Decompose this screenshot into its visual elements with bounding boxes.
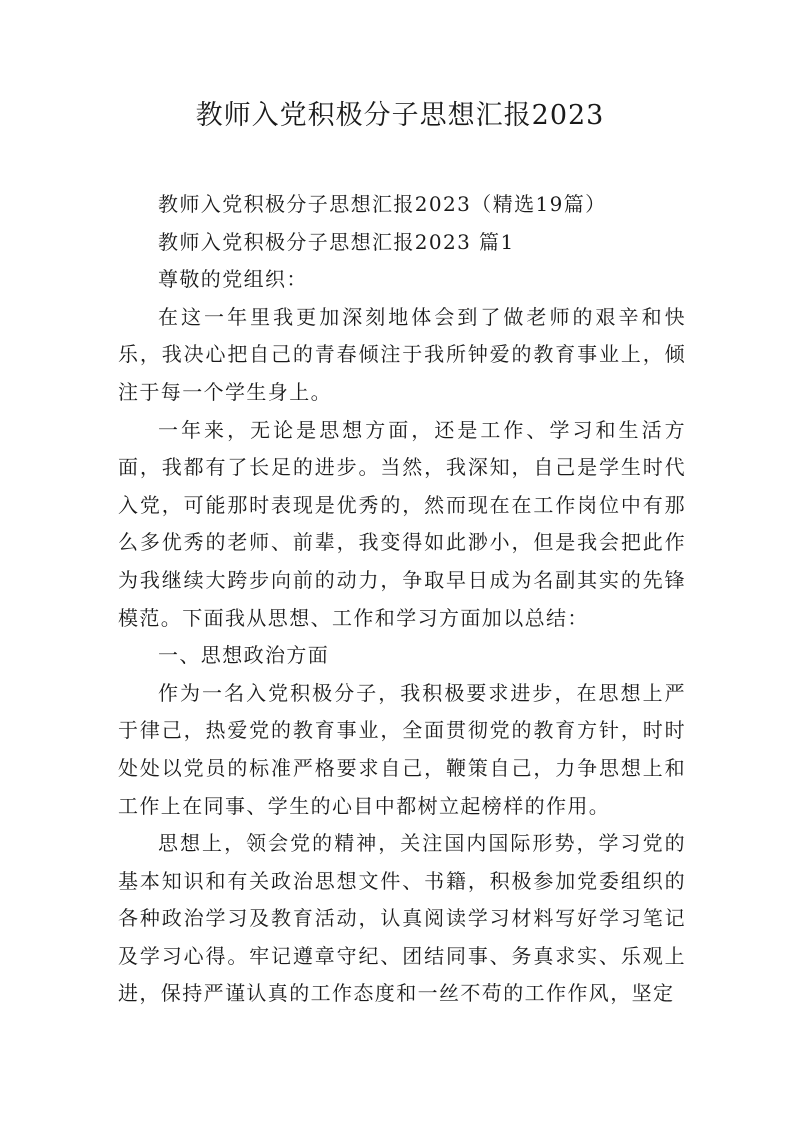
paragraph-section-heading: 教师入党积极分子思想汇报2023 篇1 [158,229,515,254]
paragraph: 作为一名入党积极分子，我积极要求进步，在思想上严于律己，热爱党的教育事业，全面贯彻党的教育方针，时时处处以党员的标准严格要求自己，鞭策自己，力争思想上和工作上在同事、学生的心目中都树立起榜样的作用。 [118,680,686,818]
paragraph-subtitle: 教师入党积极分子思想汇报2023（精选19篇） [158,192,607,216]
paragraph: 一年来，无论是思想方面，还是工作、学习和生活方面，我都有了长足的进步。当然，我深知，自己是学生时代入党，可能那时表现是优秀的，然而现在在工作岗位中有那么多优秀的老师、前辈，我变得如此渺小，但是我会把此作为我继续大跨步向前的动力，争取早日成为名副其实的先锋模范。下面我从思想、工作和学习方面加以总结： [118,417,686,630]
document-body [118,186,686,1013]
paragraph: 思想上，领会党的精神，关注国内国际形势，学习党的基本知识和有关政治思想文件、书籍，积极参加党委组织的各种政治学习及教育活动，认真阅读学习材料写好学习笔记及学习心得。牢记遵章守纪、团结同事、务真求实、乐观上进，保持严谨认真的工作态度和一丝不苟的工作作风，坚定 [118,831,686,1006]
paragraph: 在这一年里我更加深刻地体会到了做老师的艰辛和快乐，我决心把自己的青春倾注于我所钟爱的教育事业上，倾注于每一个学生身上。 [118,304,686,404]
paragraph-salutation: 尊敬的党组织： [158,267,308,292]
document-title: 教师入党积极分子思想汇报2023 [195,100,605,131]
paragraph-heading: 一、思想政治方面 [158,643,330,668]
